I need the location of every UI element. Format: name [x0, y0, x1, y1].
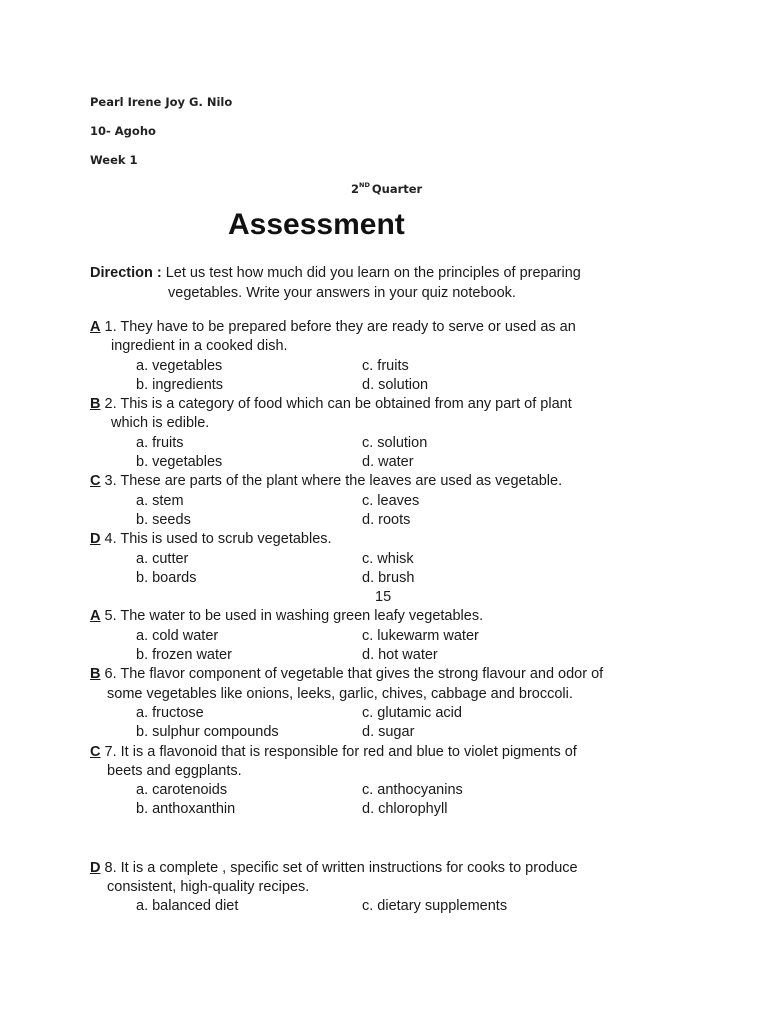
quarter-label: 2ND Quarter [351, 181, 423, 196]
option: c. whisk [362, 550, 414, 567]
option: a. carotenoids [136, 782, 228, 799]
direction-text-2: vegetables. Write your answers in your quiz notebook. [168, 285, 516, 301]
question-5: A 5. The water to be used in washing green leafy vegetables. [90, 608, 484, 625]
question-8: D 8. It is a complete , specific set of written instructions for cooks to produce [90, 859, 578, 876]
option: a. cutter [136, 550, 189, 567]
option: c. lukewarm water [362, 627, 479, 644]
student-section: 10- Agoho [90, 124, 156, 138]
option: d. water [362, 454, 414, 471]
option: a. stem [136, 492, 184, 509]
option: b. frozen water [136, 647, 232, 664]
option: d. solution [362, 376, 429, 393]
answer-5: A [90, 608, 101, 625]
option: a. cold water [136, 627, 219, 644]
option: d. roots [362, 511, 411, 528]
answer-3: C [90, 473, 101, 490]
option: c. anthocyanins [362, 782, 463, 799]
question-4: D 4. This is used to scrub vegetables. [90, 531, 332, 548]
answer-2: B [90, 396, 101, 413]
answer-6: B [90, 666, 101, 683]
question-2: B 2. This is a category of food which can be obtained from any part of plant [90, 396, 572, 413]
direction-label: Direction : [90, 265, 162, 281]
option: c. dietary supplements [362, 898, 508, 915]
option: d. brush [362, 569, 415, 586]
direction-text-1: Let us test how much did you learn on the principles of preparing [165, 265, 581, 281]
option: c. glutamic acid [362, 704, 462, 721]
option: a. fruits [136, 434, 184, 451]
answer-1: A [90, 319, 101, 335]
option: b. anthoxanthin [136, 801, 236, 818]
answer-4: D [90, 531, 101, 548]
option: c. solution [362, 434, 428, 451]
option: b. boards [136, 569, 197, 586]
option: c. leaves [362, 492, 420, 509]
page-title: Assessment [228, 208, 405, 241]
option: b. ingredients [136, 376, 224, 393]
answer-7: C [90, 743, 101, 760]
option: b. seeds [136, 511, 191, 528]
direction-block [90, 263, 650, 303]
answer-8: D [90, 859, 101, 876]
option: b. vegetables [136, 454, 223, 471]
option: d. chlorophyll [362, 801, 448, 818]
question-list: A 1. They have to be prepared before they are ready to serve or used as an ingredient in a cooked dish. a. vegetables c. fruits b. ingredients d. solution B 2. This is a category of food which can be obtained from any part of plant which is edible. a. fruits c. solution b. vegetables d. water C 3. These are parts of the plant where the leaves are used as vegetable. a. stem c. leaves b. seeds d. roots D 4. This is used to scrub vegetables. a. cutter c. whisk b. boards d. brush 15 A 5. The water to be used in washing green leafy vegetables. a. cold water c. lukewarm water b. frozen water d. hot water B 6. The flavor component of vegetable that gives the strong flavour and odor of some vegetables like onions, leeks, garlic, chives, cabbage and broccoli. a. fructose c. glutamic acid b. sulphur compounds d. sugar C 7. It is a flavonoid that is responsible for red and blue to violet pigments of beets and eggplants. a. carotenoids c. anthocyanins b. anthoxanthin d. chlorophyll D 8. It is a complete , specific set of written instructions for cooks to produce consistent, high-quality recipes. a. balanced diet c. dietary supplements [90, 318, 690, 917]
question-3: C 3. These are parts of the plant where the leaves are used as vegetable. [90, 473, 563, 490]
week-label: Week 1 [90, 153, 138, 167]
option: a. vegetables [136, 357, 223, 374]
option: b. sulphur compounds [136, 724, 279, 741]
option: a. fructose [136, 704, 204, 721]
option: d. sugar [362, 724, 415, 741]
option: d. hot water [362, 647, 438, 664]
student-name: Pearl Irene Joy G. Nilo [90, 95, 233, 109]
page-number: 15 [375, 589, 392, 606]
option: c. fruits [362, 357, 409, 374]
question-6: B 6. The flavor component of vegetable that gives the strong flavour and odor of [90, 666, 604, 683]
option: a. balanced diet [136, 898, 239, 915]
question-1: A 1. They have to be prepared before they are ready to serve or used as an [90, 319, 576, 335]
question-7: C 7. It is a flavonoid that is responsible for red and blue to violet pigments of [90, 743, 577, 760]
